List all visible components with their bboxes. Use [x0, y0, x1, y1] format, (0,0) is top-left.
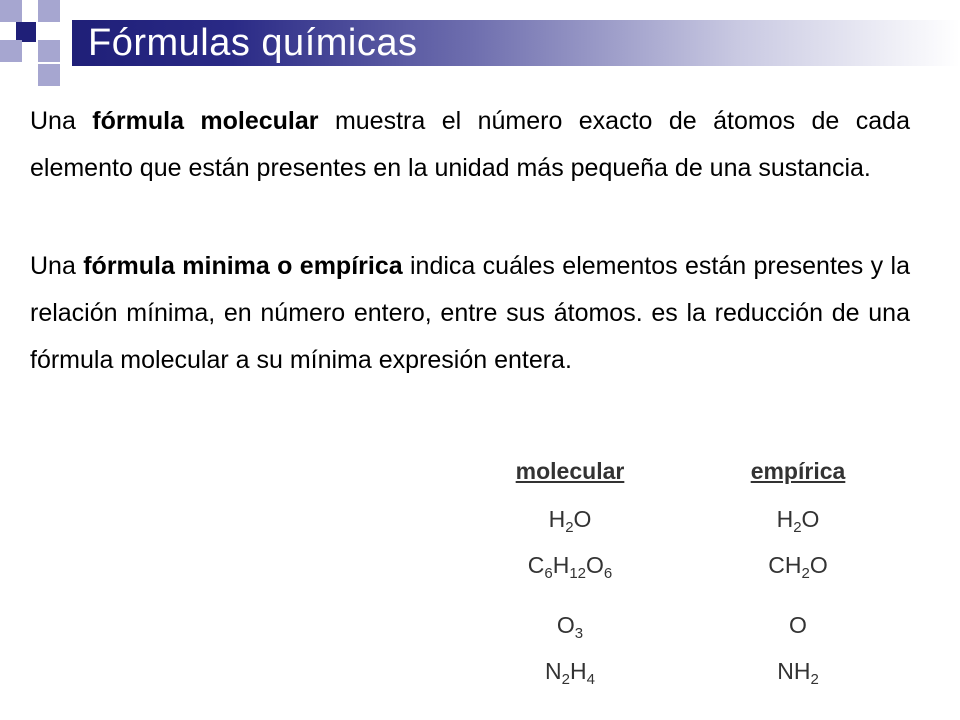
paragraph-text: indica cuáles elementos están presentes y la relación mínima, en número entero, entre sus átomos. es la reducción de una fórmula molecular a su mínima expresión entera. [30, 252, 910, 374]
square-light [0, 0, 22, 22]
molecular-formula [470, 552, 670, 582]
square-light [38, 64, 60, 86]
square-light [38, 40, 60, 62]
formula-subscript: 12 [569, 565, 587, 582]
paragraph-text: Una [30, 107, 93, 135]
formula-element: H [548, 506, 566, 532]
formula-subscript: 2 [561, 671, 570, 688]
formula-element: O [789, 612, 807, 638]
molecular-formula [470, 658, 670, 688]
formula-element: CH [768, 552, 802, 578]
paragraph-text: Una [30, 252, 84, 280]
square-dark [16, 22, 36, 42]
bold-term: fórmula molecular [92, 107, 319, 135]
formula-subscript: 3 [574, 625, 584, 642]
formula-element: H [776, 506, 794, 532]
square-light [0, 40, 22, 62]
formula-element: NH [777, 658, 811, 684]
formula-subscript: 2 [810, 671, 819, 688]
paragraph-molecular-formula [30, 98, 910, 192]
paragraph-empirical-formula [30, 243, 910, 384]
paragraph-text: muestra el número exacto de átomos de cada elemento que están presentes en la unidad más pequeña de una sustancia. [30, 107, 910, 182]
formula-element: H [552, 552, 570, 578]
formula-table [470, 450, 890, 700]
formula-subscript: 6 [544, 565, 553, 582]
square-light [38, 0, 60, 22]
slide-title: Fórmulas químicas [88, 22, 418, 64]
column-header-empirica: empírica [750, 458, 846, 484]
formula-element: O [573, 506, 592, 532]
bold-term: fórmula minima o empírica [83, 252, 403, 280]
formula-element: C [527, 552, 545, 578]
formula-subscript: 4 [586, 671, 595, 688]
empirical-formula [698, 658, 898, 688]
formula-element: O [809, 552, 828, 578]
empirical-formula [698, 552, 898, 582]
molecular-formula [470, 506, 670, 536]
empirical-formula [698, 612, 898, 639]
formula-element: N [545, 658, 562, 684]
empirical-formula [698, 506, 898, 536]
decorative-squares [0, 0, 80, 100]
formula-subscript: 2 [801, 565, 810, 582]
formula-subscript: 2 [565, 519, 574, 536]
formula-element: O [586, 552, 604, 578]
formula-subscript: 6 [603, 565, 613, 582]
column-header-molecular: molecular [515, 458, 625, 484]
formula-subscript: 2 [793, 519, 802, 536]
molecular-formula [470, 612, 670, 642]
formula-element: O [556, 612, 575, 638]
formula-element: O [801, 506, 820, 532]
formula-element: H [570, 658, 587, 684]
